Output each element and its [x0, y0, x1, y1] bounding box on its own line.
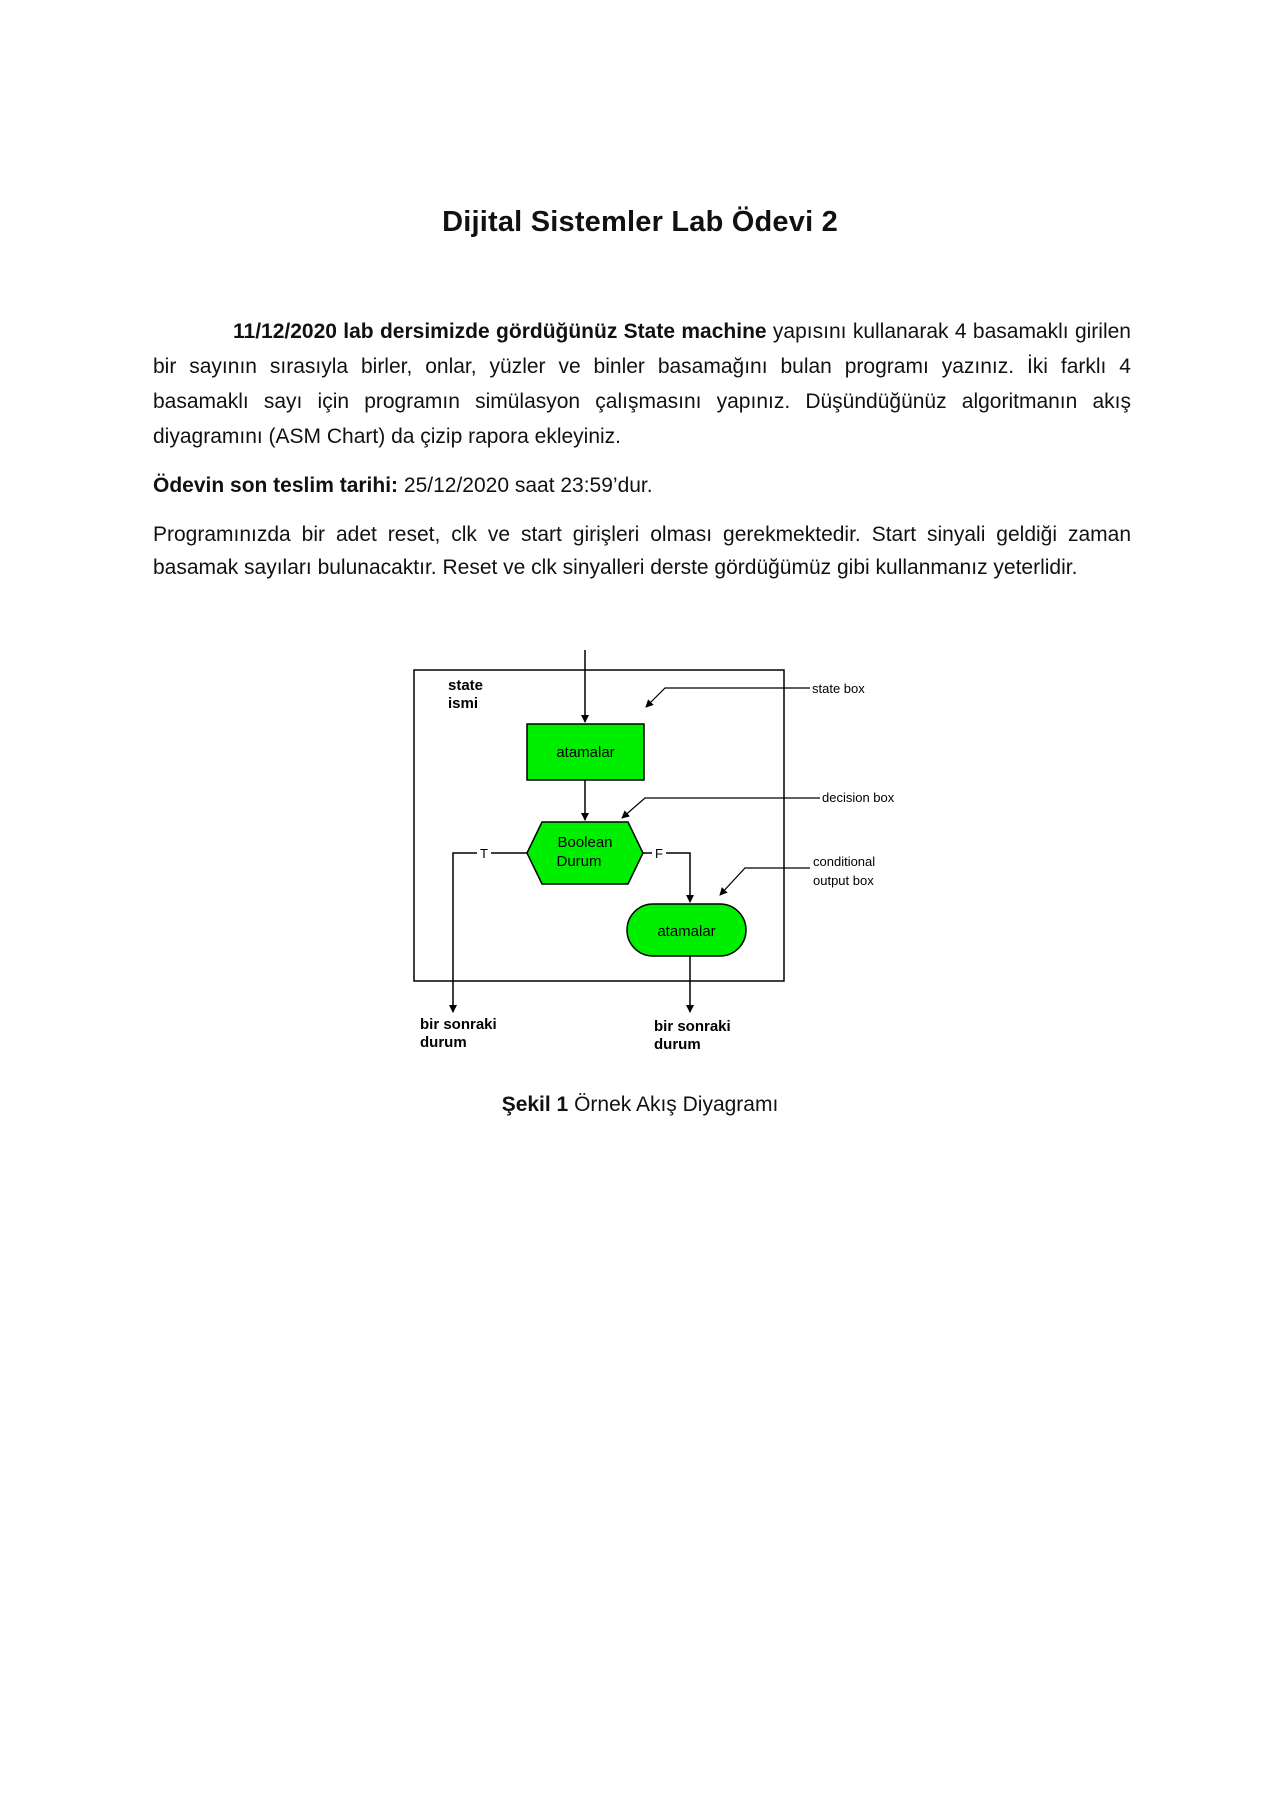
true-label: T	[480, 846, 488, 861]
figure-caption	[0, 1093, 1280, 1117]
requirements-paragraph: Programınızda bir adet reset, clk ve start girişleri olması gerekmektedir. Start sinyali geldiği zaman basamak sayıları bulunacaktır. Reset ve clk sinyalleri derste gördüğümüz gibi kullanmanız yeterlidir.	[153, 523, 1131, 579]
next-state-right-line1: bir sonraki	[654, 1018, 731, 1035]
decision-text-line1: Boolean	[557, 834, 613, 851]
deadline-line	[153, 468, 1131, 503]
caption-text: Örnek Akış Diyagramı	[568, 1093, 779, 1116]
next-state-left-line1: bir sonraki	[420, 1016, 497, 1033]
decision-box-pointer	[622, 798, 820, 818]
false-label: F	[655, 846, 663, 861]
deadline-label: Ödevin son teslim tarihi:	[153, 474, 399, 497]
state-box-pointer	[646, 688, 810, 707]
deadline-value: 25/12/2020 saat 23:59’dur.	[398, 474, 653, 497]
assignment-paragraph	[153, 314, 1131, 454]
true-branch-line	[453, 853, 527, 1012]
annotation-state-box: state box	[812, 681, 865, 696]
state-name-line2: ismi	[448, 695, 479, 712]
conditional-box-text: atamalar	[657, 923, 716, 940]
decision-text-line2: Durum	[556, 853, 602, 870]
page-title: Dijital Sistemler Lab Ödevi 2	[442, 206, 838, 238]
assignment-lead: 11/12/2020 lab dersimizde gördüğünüz State machine	[233, 320, 767, 343]
asm-chart-figure	[400, 640, 920, 1060]
annotation-conditional-line1: conditional	[813, 854, 876, 869]
assignment-text: yapısını kullanarak 4 basamaklı girilen bir sayının sırasıyla birler, onlar, yüzler ve binler basamağını bulan programı yazınız. İki farklı 4 basamaklı sayı için programın simülasyon çalışmasını yapınız. Düşündüğünüz algoritmanın akış diyagramını (ASM Chart) da çizip rapora ekleyiniz.	[153, 320, 1131, 448]
next-state-right-line2: durum	[654, 1036, 701, 1053]
conditional-box-pointer	[720, 868, 810, 895]
next-state-left-line2: durum	[420, 1034, 467, 1051]
false-branch-line	[643, 853, 690, 902]
state-box-text: atamalar	[556, 744, 615, 761]
annotation-decision-box: decision box	[822, 790, 895, 805]
annotation-conditional-line2: output box	[813, 873, 874, 888]
caption-label: Şekil 1	[501, 1093, 569, 1116]
state-name-line1: state	[448, 677, 484, 694]
